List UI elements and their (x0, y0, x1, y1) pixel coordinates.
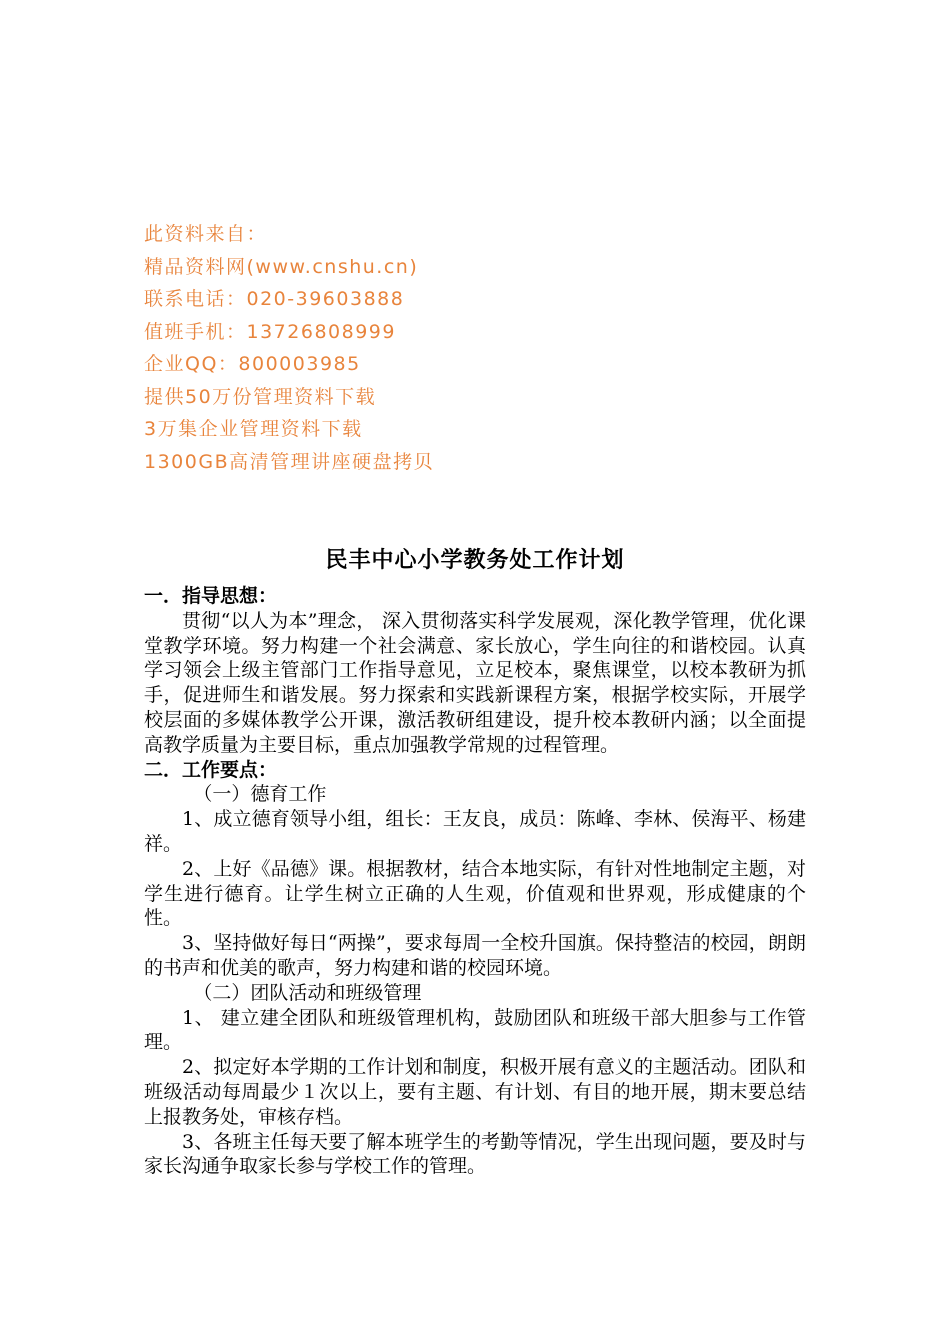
ad-line-offer-2: 3万集企业管理资料下载 (144, 418, 363, 440)
ad-line-qq: 企业QQ：800003985 (144, 353, 361, 375)
subsection-title-moral-education: （一）德育工作 (193, 783, 327, 806)
paragraph-moral-item-3: 3、坚持做好每日“两操”，要求每周一全校升国旗。保持整洁的校园，朗朗的书声和优美的歌声，努力构建和谐的校园环境。 (144, 932, 806, 979)
ad-line-offer-3: 1300GB高清管理讲座硬盘拷贝 (144, 450, 435, 473)
paragraph-team-item-1: 1、 建立建全团队和班级管理机构，鼓励团队和班级干部大胆参与工作管理。 (144, 1006, 806, 1054)
paragraph-guiding-ideology: 贯彻“以人为本”理念， 深入贯彻落实科学发展观，深化教学管理，优化课堂教学环境。努力构建一个社会满意、家长放心，学生向往的和谐校园。认真学习领会上级主管部门工作指导意见，立足校本，聚焦课堂，以校本教研为抓手，促进师生和谐发展。努力探索和实践新课程方案，根据学校实际，开展学校层面的多媒体教学公开课，激活教研组建设，提升校本教研内涵；以全面提高教学质量为主要目标，重点加强教学常规的过程管理。 (144, 609, 806, 756)
paragraph-moral-item-2: 2、上好《品德》课。根据教材，结合本地实际，有针对性地制定主题，对学生进行德育。让学生树立正确的人生观，价值观和世界观，形成健康的个性。 (144, 857, 806, 930)
document-body (144, 540, 806, 1179)
ad-line-offer-1: 提供50万份管理资料下载 (144, 385, 377, 408)
document-title: 民丰中心小学教务处工作计划 (325, 547, 625, 573)
paragraph-moral-item-1: 1、成立德育领导小组，组长：王友良，成员：陈峰、李林、侯海平、杨建祥。 (144, 808, 806, 855)
section-heading-work-points: 二．工作要点： (144, 758, 278, 781)
ad-line-source: 此资料来自： (144, 223, 268, 245)
ad-line-website: 精品资料网(www.cnshu.cn) (144, 255, 419, 278)
paragraph-team-item-2: 2、拟定好本学期的工作计划和制度，积极开展有意义的主题活动。团队和班级活动每周最少１次以上，要有主题、有计划、有目的地开展，期末要总结上报教务处，审核存档。 (144, 1056, 806, 1128)
ad-line-mobile: 值班手机：13726808999 (144, 320, 396, 343)
ad-line-phone: 联系电话：020-39603888 (144, 288, 405, 310)
paragraph-team-item-3: 3、各班主任每天要了解本班学生的考勤等情况，学生出现问题，要及时与家长沟通争取家长参与学校工作的管理。 (144, 1130, 806, 1178)
subsection-title-team-class-management: （二）团队活动和班级管理 (193, 981, 422, 1004)
section-heading-guiding-ideology: 一．指导思想： (144, 585, 278, 607)
source-ad-block (144, 218, 644, 478)
